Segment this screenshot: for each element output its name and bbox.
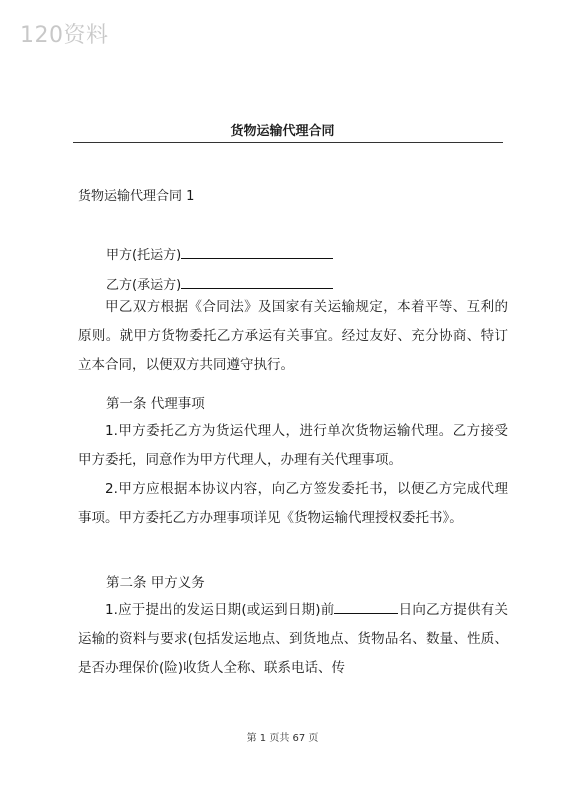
article-2-clause-1-start: 1.应于提出的发运日期(或运到日期)前 (105, 602, 335, 618)
party-b-blank (181, 274, 333, 289)
header-divider (73, 142, 503, 143)
watermark-logo: 120资料 (20, 23, 109, 48)
intro-paragraph: 甲乙双方根据《合同法》及国家有关运输规定，本着平等、互利的原则。就甲方货物委托乙方承运有关事宜。经过友好、充分协商、特订立本合同，以便双方共同遵守执行。 (78, 299, 508, 373)
page-footer: 第 1 页共 67 页 (246, 733, 319, 744)
party-a-line (106, 244, 333, 263)
article-2-clause-1 (78, 596, 508, 683)
party-b-label: 乙方(承运方) (106, 278, 182, 293)
party-a-label: 甲方(托运方) (106, 248, 182, 263)
article-1-title: 第一条 代理事项 (106, 396, 205, 412)
article-2-title: 第二条 甲方义务 (106, 575, 205, 591)
article-2-clause-1-rest: 日向乙方提供有关运输的资料与要求(包括发运地点、到货地点、货物品名、数量、性质、是否办理保价(险)收货人全称、联系电话、传 (78, 602, 508, 676)
article-1-clause-1: 1.甲方委托乙方为货运代理人，进行单次货物运输代理。乙方接受甲方委托，同意作为甲方代理人，办理有关代理事项。 (78, 423, 508, 468)
document-heading: 货物运输代理合同 1 (78, 189, 195, 204)
days-blank (334, 599, 398, 614)
article-1-clause-2: 2.甲方应根据本协议内容，向乙方签发委托书，以便乙方完成代理事项。甲方委托乙方办理事项详见《货物运输代理授权委托书》。 (78, 481, 508, 526)
page-header-title: 货物运输代理合同 (230, 124, 335, 139)
party-b-line (106, 274, 333, 293)
party-a-blank (181, 244, 333, 259)
